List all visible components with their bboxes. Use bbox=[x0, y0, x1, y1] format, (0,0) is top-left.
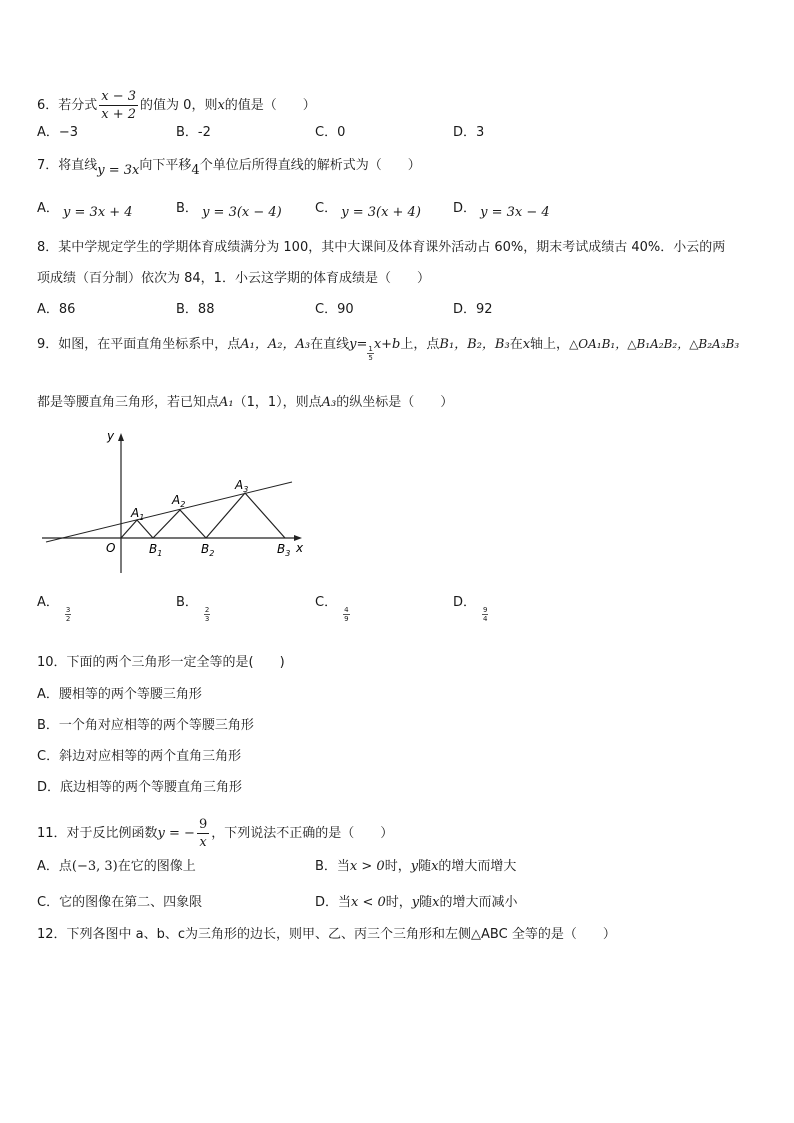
q9-option-c: C． $\frac{4}{9}$ bbox=[315, 595, 349, 623]
q6-option-c: C．0 bbox=[315, 125, 346, 140]
q7-option-b: B． y = 3(x − 4) bbox=[176, 201, 282, 220]
q11-option-b: B．当x > 0时，y随x的增大而增大 bbox=[315, 859, 517, 874]
fig-label-y: y bbox=[107, 429, 115, 443]
q10-option-c: C．斜边对应相等的两个直角三角形 bbox=[37, 749, 242, 764]
q10-stem: 10．下面的两个三角形一定全等的是( ) bbox=[37, 655, 285, 670]
fig-label-a3: $A_3$ bbox=[235, 478, 249, 494]
q10-option-a: A．腰相等的两个等腰三角形 bbox=[37, 687, 202, 702]
q9-option-a: A． $\frac{3}{2}$ bbox=[37, 595, 71, 623]
fig-label-b3: $B_3$ bbox=[277, 542, 291, 558]
q6-option-b: B．-2 bbox=[176, 125, 211, 140]
fig-label-b2: $B_2$ bbox=[201, 542, 215, 558]
q8-option-a: A．86 bbox=[37, 302, 76, 317]
q9-stem-line1: 9．如图，在平面直角坐标系中，点A₁，A₂，A₃在直线y= $\frac{1}{5}$ x+b上，点B₁，B₂，B₃在x轴上，△OA₁B₁，△B₁A₂B₂，△B₂A₃B₃ bbox=[37, 337, 740, 362]
q7-option-a: A． y = 3x + 4 bbox=[37, 201, 133, 220]
q10-option-d: D．底边相等的两个等腰直角三角形 bbox=[37, 780, 243, 795]
q7-stem: 7．将直线y = 3x向下平移4个单位后所得直线的解析式为（ ） bbox=[37, 158, 421, 178]
q11-option-c: C．它的图像在第二、四象限 bbox=[37, 895, 203, 910]
q10-option-b: B．一个角对应相等的两个等腰三角形 bbox=[37, 718, 254, 733]
q9-option-d: D． $\frac{9}{4}$ bbox=[453, 595, 488, 623]
q11-option-a: A．点(−3, 3)在它的图像上 bbox=[37, 859, 196, 874]
q7-option-d: D． y = 3x − 4 bbox=[453, 201, 550, 220]
q9-stem-line2: 都是等腰直角三角形，若已知点A₁（1，1），则点A₃的纵坐标是（ ） bbox=[37, 395, 454, 410]
fig-label-a2: $A_2$ bbox=[172, 493, 186, 509]
q11-fraction: $\frac{9}{x}$ bbox=[198, 817, 208, 850]
fig-label-x: x bbox=[296, 541, 304, 555]
q8-stem-line2: 项成绩（百分制）依次为 84，1．小云这学期的体育成绩是（ ） bbox=[37, 271, 430, 286]
q6-option-a: A．−3 bbox=[37, 125, 79, 140]
q7-option-c: C． y = 3(x + 4) bbox=[315, 201, 421, 220]
q11-stem: 11．对于反比例函数y = − $\frac{9}{x}$ ，下列说法不正确的是（ ） bbox=[37, 817, 394, 850]
q9-figure bbox=[40, 425, 310, 575]
q9-option-b: B． $\frac{2}{3}$ bbox=[176, 595, 210, 623]
q6-fraction: $\frac{x - 3}{x + 2}$ bbox=[101, 89, 137, 122]
fig-label-b1: $B_1$ bbox=[149, 542, 163, 558]
q8-option-b: B．88 bbox=[176, 302, 215, 317]
slanted-line bbox=[46, 482, 292, 542]
q8-stem-line1: 8．某中学规定学生的学期体育成绩满分为 100，其中大课间及体育课外活动占 60%，期末考试成绩古 40%．小云的两 bbox=[37, 240, 726, 255]
q8-option-d: D．92 bbox=[453, 302, 493, 317]
q6-option-d: D．3 bbox=[453, 125, 485, 140]
q11-option-d: D．当x < 0时，y随x的增大而减小 bbox=[315, 895, 518, 910]
fig-label-a1: $A_1$ bbox=[131, 506, 145, 522]
q9-line-slope-fraction: $\frac{1}{5}$ bbox=[368, 345, 373, 362]
q6-stem: 6．若分式 $\frac{x - 3}{x + 2}$ 的值为 0，则x的值是（ ） bbox=[37, 89, 316, 122]
q12-stem: 12．下列各图中 a、b、c为三角形的边长，则甲、乙、丙三个三角形和左侧△ABC 全等的是（ ） bbox=[37, 927, 616, 942]
y-axis-arrow bbox=[118, 433, 124, 441]
fig-label-o: O bbox=[106, 541, 116, 555]
q8-option-c: C．90 bbox=[315, 302, 354, 317]
